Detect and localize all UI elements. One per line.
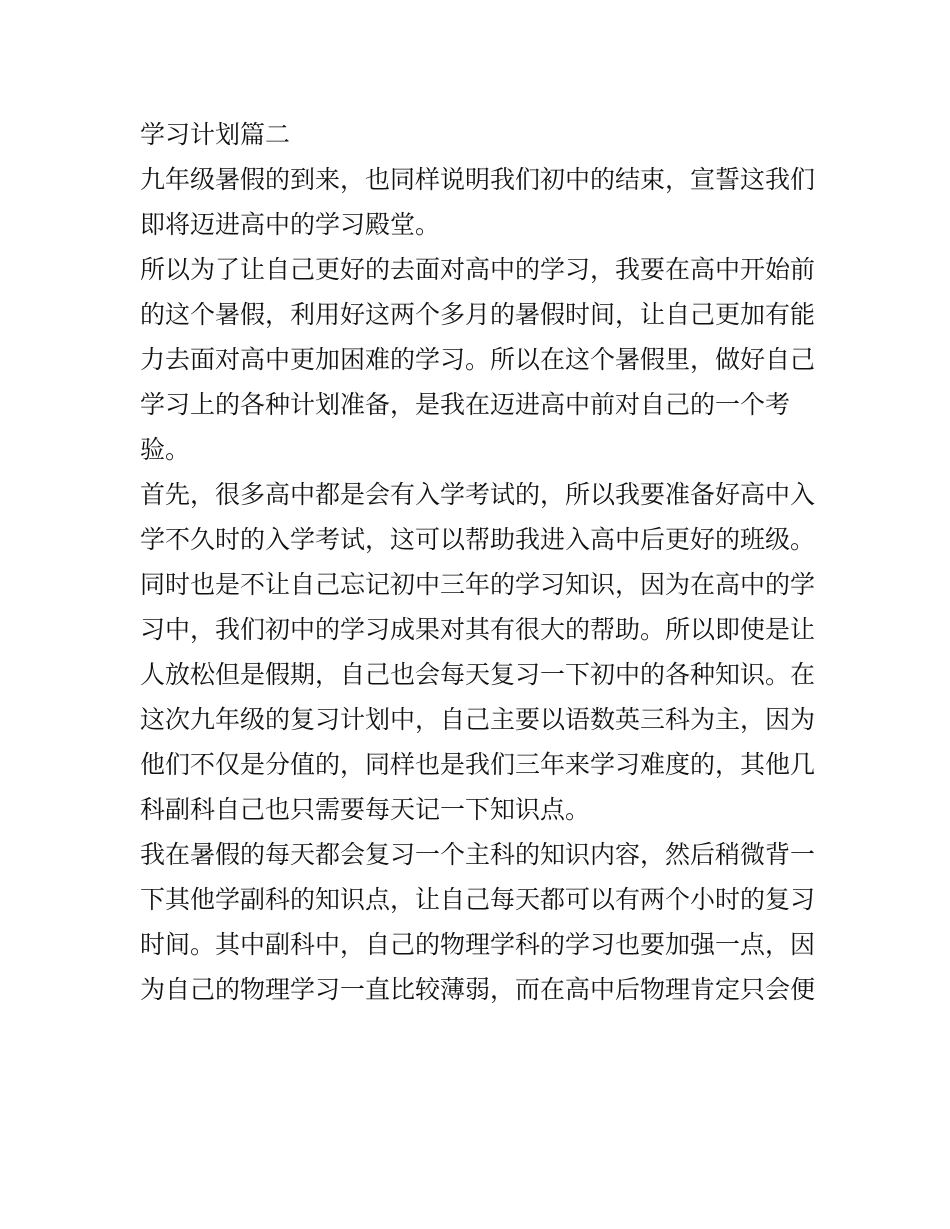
text-line: 他们不仅是分值的，同样也是我们三年来学习难度的，其他几 <box>140 750 816 779</box>
text-line: 科副科自己也只需要每天记一下知识点。 <box>140 795 591 824</box>
text-line: 即将迈进高中的学习殿堂。 <box>140 210 441 239</box>
text-line: 下其他学副科的知识点，让自己每天都可以有两个小时的复习 <box>140 885 816 914</box>
document-heading: 学习计划篇二 <box>140 120 291 149</box>
text-line: 人放松但是假期，自己也会每天复习一下初中的各种知识。在 <box>140 660 816 689</box>
text-line: 同时也是不让自己忘记初中三年的学习知识，因为在高中的学 <box>140 570 816 599</box>
text-line: 我在暑假的每天都会复习一个主科的知识内容，然后稍微背一 <box>140 840 816 869</box>
text-line: 学习上的各种计划准备，是我在迈进高中前对自己的一个考 <box>140 390 791 419</box>
text-line: 习中，我们初中的学习成果对其有很大的帮助。所以即使是让 <box>140 615 816 644</box>
text-line: 的这个暑假，利用好这两个多月的暑假时间，让自己更加有能 <box>140 300 816 329</box>
text-line: 所以为了让自己更好的去面对高中的学习，我要在高中开始前 <box>140 255 816 284</box>
text-line: 九年级暑假的到来，也同样说明我们初中的结束，宣誓这我们 <box>140 165 816 194</box>
document-body <box>140 112 820 1012</box>
text-line: 为自己的物理学习一直比较薄弱，而在高中后物理肯定只会便 <box>140 975 816 1004</box>
text-line: 这次九年级的复习计划中，自己主要以语数英三科为主，因为 <box>140 705 816 734</box>
text-line: 时间。其中副科中，自己的物理学科的学习也要加强一点，因 <box>140 930 816 959</box>
text-line: 验。 <box>140 435 191 464</box>
text-line: 首先，很多高中都是会有入学考试的，所以我要准备好高中入 <box>140 480 816 509</box>
text-line: 学不久时的入学考试，这可以帮助我进入高中后更好的班级。 <box>140 525 816 554</box>
text-line: 力去面对高中更加困难的学习。所以在这个暑假里，做好自己 <box>140 345 816 374</box>
